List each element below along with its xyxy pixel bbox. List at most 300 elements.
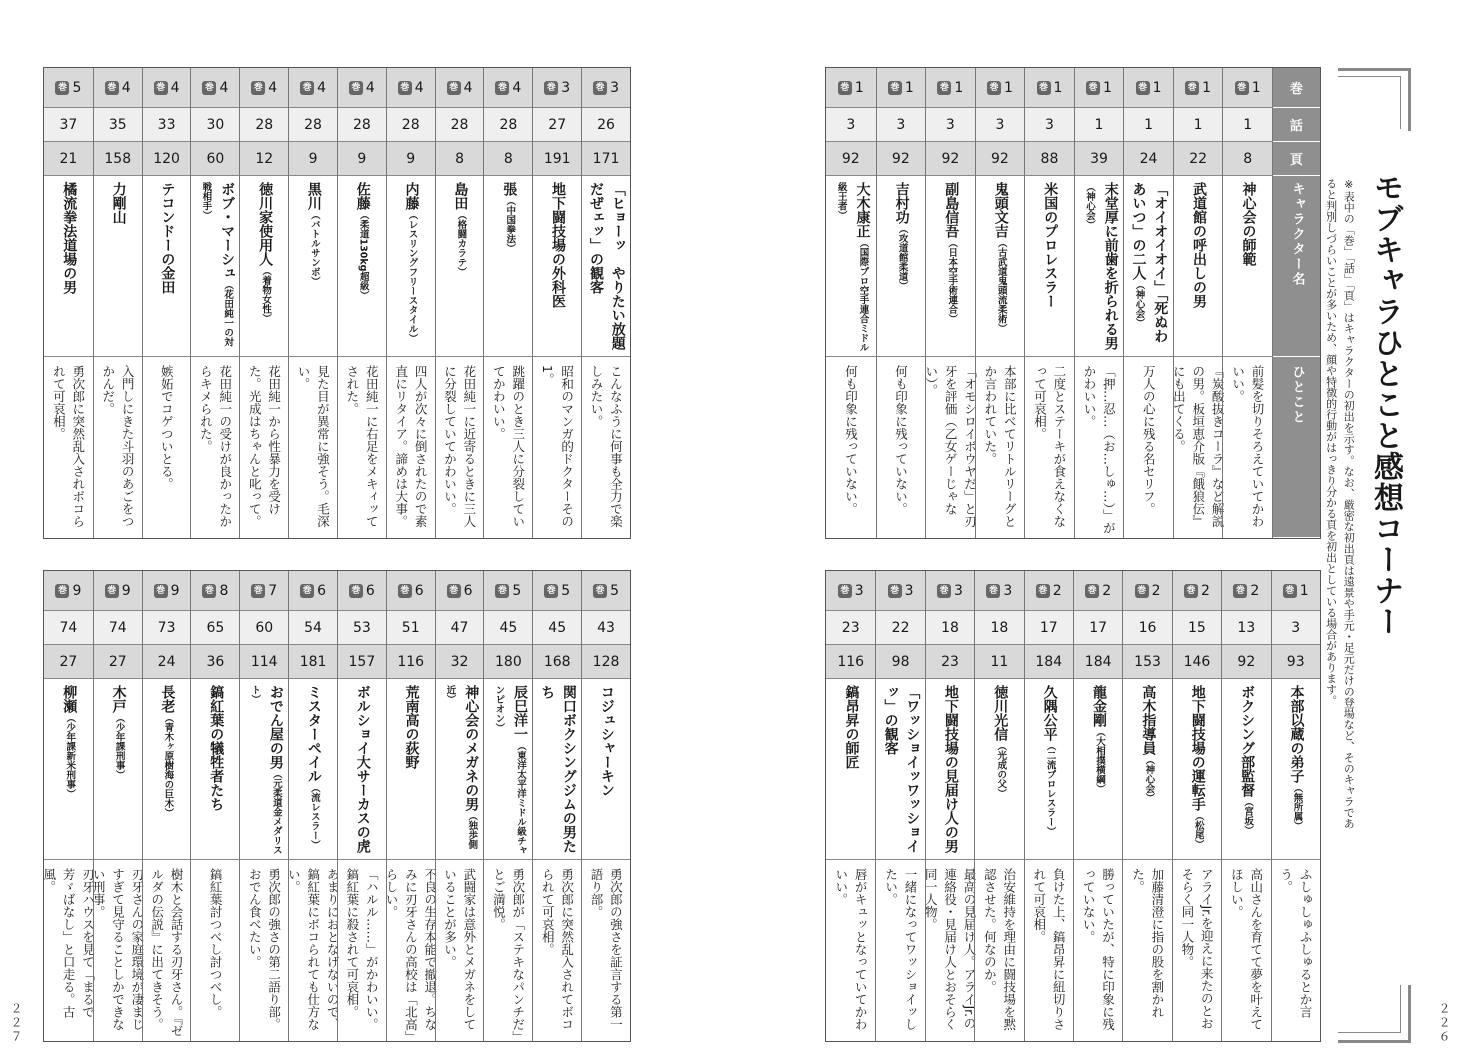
character-affiliation: （東洋太平洋ミドル級チャンピオン） [493, 685, 527, 855]
volume-badge-icon: 巻 [447, 584, 461, 598]
volume-value [888, 80, 914, 96]
page-cell: 39 [1075, 142, 1124, 176]
comment-text: 最高の見届け人。アライJr.の連絡役・見届け人とおそらく同一人物。 [923, 868, 978, 1031]
character-name-text [546, 182, 568, 308]
volume-badge-icon: 巻 [888, 584, 902, 598]
volume-badge-icon: 巻 [593, 81, 607, 95]
volume-number: 2 [1102, 582, 1112, 599]
episode-cell: 3 [877, 108, 926, 142]
name-cell [387, 679, 435, 860]
comment-text: 何も印象に残っていない。 [843, 365, 859, 515]
volume-cell [1025, 571, 1073, 611]
comment-text: 二度とステーキが食えなくなって可哀相。 [1032, 365, 1067, 528]
name-cell [1074, 679, 1122, 860]
name-cell [976, 176, 1025, 357]
character-name: 木戸 [110, 685, 127, 713]
character-name: 武道館の呼出しの男 [1190, 182, 1207, 308]
volume-badge-icon: 巻 [349, 584, 363, 598]
episode-cell: 35 [94, 108, 142, 142]
volume-cell [484, 571, 532, 611]
page-cell: 191 [533, 142, 581, 176]
volume-badge-icon: 巻 [1235, 81, 1249, 95]
episode-cell: 54 [289, 611, 337, 645]
volume-badge-icon: 巻 [154, 81, 168, 95]
episode-cell: 73 [143, 611, 191, 645]
table-right-bottom [825, 570, 1321, 1042]
character-name: 米国のプロレスラー [1042, 182, 1059, 308]
volume-number: 4 [219, 79, 229, 96]
volume-value [495, 80, 521, 96]
character-name-text [989, 685, 1011, 798]
volume-number: 1 [1103, 79, 1112, 96]
table-row [923, 68, 978, 538]
name-cell [826, 679, 875, 860]
header-comment [1273, 357, 1320, 538]
volume-value [154, 80, 180, 96]
character-name: 「ワッショイッワッショイッ」の観客 [882, 685, 921, 853]
name-cell [1124, 176, 1173, 357]
volume-cell [976, 68, 1025, 108]
character-name-text [879, 685, 922, 857]
volume-badge-icon: 巻 [398, 81, 412, 95]
volume-number: 1 [1202, 79, 1212, 96]
volume-cell [143, 68, 191, 108]
episode-cell: 3 [826, 108, 876, 142]
character-name-text [1186, 685, 1208, 849]
volume-value [1036, 583, 1062, 599]
comment-cell [1124, 357, 1173, 538]
volume-cell [1123, 571, 1171, 611]
volume-number: 4 [317, 79, 327, 96]
episode-cell: 16 [1123, 611, 1171, 645]
volume-number: 6 [365, 582, 375, 599]
page-cell: 22 [1174, 142, 1223, 176]
comment-cell [436, 860, 484, 1041]
page-cell: 88 [1025, 142, 1074, 176]
volume-badge-icon: 巻 [544, 584, 558, 598]
page-cell: 92 [877, 142, 926, 176]
volume-cell [1074, 571, 1122, 611]
comment-cell [877, 357, 926, 538]
table-row [1024, 68, 1074, 538]
character-affiliation: （着物女性） [260, 266, 272, 323]
character-name: ミスターペイル [305, 685, 322, 783]
volume-number: 1 [1152, 79, 1162, 96]
comment-cell [384, 860, 438, 1041]
character-name: ボルショイ大サーカスの虎 [354, 685, 371, 853]
episode-cell: 13 [1222, 611, 1270, 645]
character-name: 神心会のメガネの男 [463, 685, 480, 811]
header-comment-text: ひとこと [1289, 365, 1305, 425]
episode-cell: 22 [876, 611, 924, 645]
character-name-text [58, 182, 80, 294]
table-row [1222, 68, 1272, 538]
character-name: 高木指導員 [1140, 685, 1157, 755]
header-page: 頁 [1273, 142, 1320, 176]
table-row [1123, 68, 1173, 538]
comment-cell [923, 357, 978, 538]
volume-badge-icon: 巻 [986, 584, 1000, 598]
comment-cell [533, 357, 581, 538]
episode-cell: 65 [191, 611, 239, 645]
comment-cell [94, 357, 142, 538]
page-cell: 181 [289, 645, 337, 679]
comment-cell [1025, 357, 1074, 538]
volume-value [986, 583, 1012, 599]
comment-cell [191, 357, 239, 538]
comment-text: 勇次郎が「ステキなパンチだ」とご満悦。 [491, 868, 526, 1037]
name-cell [289, 679, 337, 860]
episode-cell: 15 [1173, 611, 1221, 645]
volume-value [544, 583, 570, 599]
episode-cell: 23 [826, 611, 875, 645]
name-cell [289, 176, 337, 357]
comment-text: 刃牙ハウスを見て「まるで芳ゞばなし」と口走る。古風。 [41, 868, 96, 1018]
volume-badge-icon: 巻 [1136, 81, 1150, 95]
volume-cell [1173, 571, 1221, 611]
volume-badge-icon: 巻 [105, 584, 119, 598]
episode-cell: 33 [143, 108, 191, 142]
character-name-text [829, 182, 872, 354]
volume-number: 3 [610, 79, 619, 96]
volume-cell [533, 68, 581, 108]
volume-number: 3 [1003, 582, 1013, 599]
comment-cell [91, 860, 145, 1041]
character-affiliation: （元柔道金メダリスト） [249, 685, 282, 855]
character-name-text [487, 685, 530, 857]
table-row [1122, 571, 1171, 1041]
volume-badge-icon: 巻 [593, 584, 607, 598]
table-row [286, 571, 341, 1041]
page-cell: 24 [1124, 142, 1173, 176]
name-cell [877, 176, 926, 357]
volume-badge-icon: 巻 [1037, 81, 1051, 95]
volume-cell [926, 571, 974, 611]
volume-cell [826, 571, 875, 611]
table-row [1074, 68, 1124, 538]
volume-number: 2 [1250, 582, 1260, 599]
episode-cell: 1 [1075, 108, 1124, 142]
episode-cell: 28 [338, 108, 386, 142]
page-number-right: ２２６ [1437, 1002, 1451, 1044]
table-row [435, 68, 484, 538]
volume-value [1184, 583, 1210, 599]
volume-cell [975, 571, 1023, 611]
volume-cell [826, 68, 876, 108]
comment-text: アライJr.を迎えに来たのとおそらく同一人物。 [1179, 868, 1215, 1030]
comment-cell [143, 860, 191, 1041]
character-name: 吉村功 [893, 182, 910, 224]
character-name: 神心会の師範 [1240, 182, 1257, 266]
comment-text: 入門しにきた斗羽のあごをつかんだ。 [100, 365, 136, 528]
table-row [1172, 571, 1221, 1041]
page-cell: 168 [533, 645, 581, 679]
table-row [93, 68, 142, 538]
name-cell [94, 176, 142, 357]
episode-cell: 47 [436, 611, 484, 645]
volume-badge-icon: 巻 [544, 81, 558, 95]
name-cell [387, 176, 435, 357]
character-affiliation: （神心会） [1143, 755, 1155, 803]
character-affiliation: （日本空手術連合） [946, 238, 958, 324]
comment-text: 花田純一に右足をメキィッてされた。 [344, 365, 380, 528]
volume-value [300, 583, 326, 599]
character-name: おでん屋の男 [267, 685, 284, 769]
volume-number: 4 [512, 79, 522, 96]
name-cell [143, 679, 191, 860]
character-name: 地下闘技場の運転手 [1189, 685, 1206, 811]
table-row [435, 571, 484, 1041]
name-cell [1025, 679, 1073, 860]
name-cell [1174, 176, 1223, 357]
volume-number: 3 [904, 582, 914, 599]
comment-text: 「オモシロイボウヤだ」と刃牙を評価（乙女ゲーじゃない）。 [923, 365, 978, 528]
table-row [41, 571, 96, 1041]
character-name-text [253, 182, 275, 323]
name-cell [436, 176, 484, 357]
table-row [1271, 571, 1320, 1041]
character-affiliation: （少年課刑事） [113, 713, 125, 780]
comment-cell [1272, 860, 1320, 1041]
volume-value [937, 583, 963, 599]
volume-badge-icon: 巻 [937, 81, 951, 95]
volume-badge-icon: 巻 [398, 584, 412, 598]
volume-badge-icon: 巻 [154, 584, 168, 598]
volume-cell [436, 68, 484, 108]
name-cell [533, 679, 581, 860]
episode-cell: 1 [1124, 108, 1173, 142]
volume-number: 2 [1200, 582, 1210, 599]
table-row [974, 571, 1023, 1041]
volume-number: 1 [1251, 79, 1261, 96]
character-name-text [1187, 182, 1209, 308]
name-cell [1075, 176, 1124, 357]
volume-number: 4 [365, 79, 375, 96]
volume-cell [338, 571, 386, 611]
volume-badge-icon: 巻 [300, 81, 314, 95]
character-name-text [1087, 685, 1109, 794]
volume-number: 3 [854, 582, 864, 599]
character-affiliation: （バトルサンボ） [308, 210, 320, 286]
character-name-text [890, 182, 912, 291]
character-name-text [351, 182, 373, 300]
volume-badge-icon: 巻 [202, 81, 216, 95]
episode-cell: 3 [1025, 108, 1074, 142]
comment-cell [533, 860, 581, 1041]
name-cell [484, 679, 532, 860]
comment-text: 花田純一の受けが良かったからキメられた。 [198, 365, 233, 528]
page-cell: 93 [1272, 645, 1320, 679]
volume-value [1235, 80, 1261, 96]
volume-value [447, 80, 473, 96]
page-cell: 9 [338, 142, 386, 176]
volume-number: 1 [954, 79, 964, 96]
comment-text: 『炭酸抜きコーラ』など解説の男。板垣恵介版『餓狼伝』にも出てくる。 [1171, 365, 1226, 528]
name-cell [191, 679, 239, 860]
name-cell [1272, 679, 1320, 860]
comment-cell [436, 357, 484, 538]
character-name-text [584, 182, 627, 354]
page-cell: 9 [387, 142, 435, 176]
table-note: ※表中の「巻」「話」「頁」はキャラクターの初出を示す。なお、厳密な初出頁は遠景や手元・足元だけの登場など、そのキャラであると判別しづらいことが多いため、顔や特徴的行動がはっきり分かる頁を初出としている場合があります。 [1324, 178, 1356, 829]
volume-value [349, 583, 375, 599]
page-cell: 12 [240, 142, 288, 176]
volume-number: 1 [1299, 582, 1309, 599]
volume-value [593, 583, 619, 599]
table-row [1221, 571, 1270, 1041]
table-row [239, 68, 288, 538]
volume-badge-icon: 巻 [937, 584, 951, 598]
volume-value [495, 583, 521, 599]
volume-value [447, 583, 473, 599]
character-name-text [156, 182, 178, 294]
character-name-text [194, 182, 237, 354]
comment-cell [1222, 860, 1270, 1041]
table-row [532, 68, 581, 538]
character-affiliation: （独歩側近） [444, 685, 478, 849]
volume-number: 7 [268, 582, 278, 599]
volume-badge-icon: 巻 [447, 81, 461, 95]
volume-value [202, 80, 228, 96]
name-cell [338, 176, 386, 357]
volume-cell [143, 571, 191, 611]
character-affiliation: （レスリングフリースタイル） [406, 210, 418, 343]
character-name: 張 [501, 182, 518, 196]
volume-badge-icon: 巻 [1086, 81, 1100, 95]
character-name-text [1038, 685, 1060, 836]
volume-cell [484, 68, 532, 108]
volume-badge-icon: 巻 [349, 81, 363, 95]
volume-cell [436, 571, 484, 611]
character-name-text [243, 685, 286, 857]
character-name: 徳川光信 [992, 685, 1009, 741]
episode-cell: 28 [289, 108, 337, 142]
page-cell: 8 [1223, 142, 1272, 176]
comment-cell [923, 860, 978, 1041]
episode-cell: 28 [484, 108, 532, 142]
comment-cell [1171, 357, 1226, 538]
volume-value [300, 80, 326, 96]
volume-cell [877, 68, 926, 108]
table-row [337, 571, 386, 1041]
episode-cell: 3 [1272, 611, 1320, 645]
comment-text: 武闘家は意外とメガネをしていることが多い。 [442, 868, 477, 1031]
comment-text: 前髪を切りそろえていてかわいい。 [1230, 365, 1266, 528]
episode-cell: 1 [1223, 108, 1272, 142]
page-cell: 114 [240, 645, 288, 679]
volume-cell [387, 571, 435, 611]
character-affiliation: （中国拳法） [504, 196, 516, 253]
character-affiliation: （古武道鬼頭流柔術） [995, 238, 1007, 333]
comment-text: あまりにおとなげないので、鎬紅葉にボコられても仕方ない。 [286, 868, 341, 1031]
table-row [386, 68, 435, 538]
character-name-text [400, 685, 422, 769]
volume-value [838, 80, 864, 96]
comment-cell [1223, 357, 1272, 538]
volume-value [1283, 583, 1309, 599]
comment-cell [191, 860, 239, 1041]
volume-cell [240, 571, 288, 611]
character-affiliation: （青木ヶ原樹海の巨木） [162, 713, 174, 818]
volume-value [105, 80, 131, 96]
name-cell [975, 679, 1023, 860]
volume-number: 1 [904, 79, 914, 96]
volume-cell [1075, 68, 1124, 108]
table-left-bottom [43, 570, 631, 1042]
volume-cell [533, 571, 581, 611]
comment-cell [143, 357, 191, 538]
comment-cell [1075, 357, 1124, 538]
volume-value [398, 583, 424, 599]
character-affiliation: （無所属） [1291, 783, 1303, 831]
comment-text: 万人の心に残る名セリフ。 [1141, 365, 1157, 515]
name-cell [94, 679, 142, 860]
page-cell: 153 [1123, 645, 1171, 679]
character-name-text [1237, 182, 1259, 266]
character-name: 黒川 [305, 182, 322, 210]
character-name-text [840, 685, 862, 769]
top-bracket-decoration-inner [1338, 76, 1401, 129]
comment-text: 加藤清澄に指の股を割かれた。 [1130, 868, 1165, 1018]
volume-number: 1 [854, 79, 864, 96]
page-cell: 171 [582, 142, 630, 176]
page-cell: 92 [976, 142, 1025, 176]
table-row [44, 68, 93, 538]
character-affiliation: （宮坂） [1242, 797, 1254, 835]
page-cell: 27 [44, 645, 93, 679]
comment-cell [976, 357, 1025, 538]
page-cell: 36 [191, 645, 239, 679]
character-name: 本部以蔵の弟子 [1288, 685, 1305, 783]
comment-text: 何も印象に残っていない。 [893, 365, 909, 515]
comment-cell [484, 357, 532, 538]
comment-cell [338, 860, 386, 1041]
name-cell [826, 176, 876, 357]
character-affiliation: （格闘カラテ） [455, 210, 467, 277]
comment-text: 樹木と会話する刃牙さん。『ゼルダの伝説』に出てきそう。 [149, 868, 184, 1037]
volume-badge-icon: 巻 [55, 584, 69, 598]
character-name: 「ヒョーッ やりたい放題だぜェッ」の観客 [588, 182, 626, 350]
page-cell: 23 [926, 645, 974, 679]
character-affiliation: （光成の父） [995, 741, 1007, 798]
page-cell: 9 [289, 142, 337, 176]
comment-text: 花田純一から性暴力を受けた。光成はちゃんと叱って。 [247, 365, 282, 528]
character-name-text [205, 685, 227, 811]
header-episode: 話 [1273, 108, 1320, 142]
table-row [142, 571, 191, 1041]
volume-value [1086, 80, 1112, 96]
comment-cell [1025, 860, 1073, 1041]
page-cell: 98 [876, 645, 924, 679]
comment-cell [826, 357, 876, 538]
table-row [923, 571, 978, 1041]
comment-cell [338, 357, 386, 538]
table-row [581, 68, 630, 538]
volume-badge-icon: 巻 [1283, 584, 1297, 598]
volume-value [888, 583, 914, 599]
episode-cell: 60 [240, 611, 288, 645]
table-row [826, 68, 876, 538]
episode-cell: 43 [582, 611, 630, 645]
volume-number: 5 [512, 582, 522, 599]
table-row [483, 571, 532, 1041]
character-name-text [536, 685, 579, 857]
name-cell [44, 176, 93, 357]
table-row [876, 68, 926, 538]
episode-cell: 27 [533, 108, 581, 142]
character-name: 久隅公平 [1041, 685, 1058, 741]
character-affiliation: （攻道館柔道） [896, 224, 908, 291]
